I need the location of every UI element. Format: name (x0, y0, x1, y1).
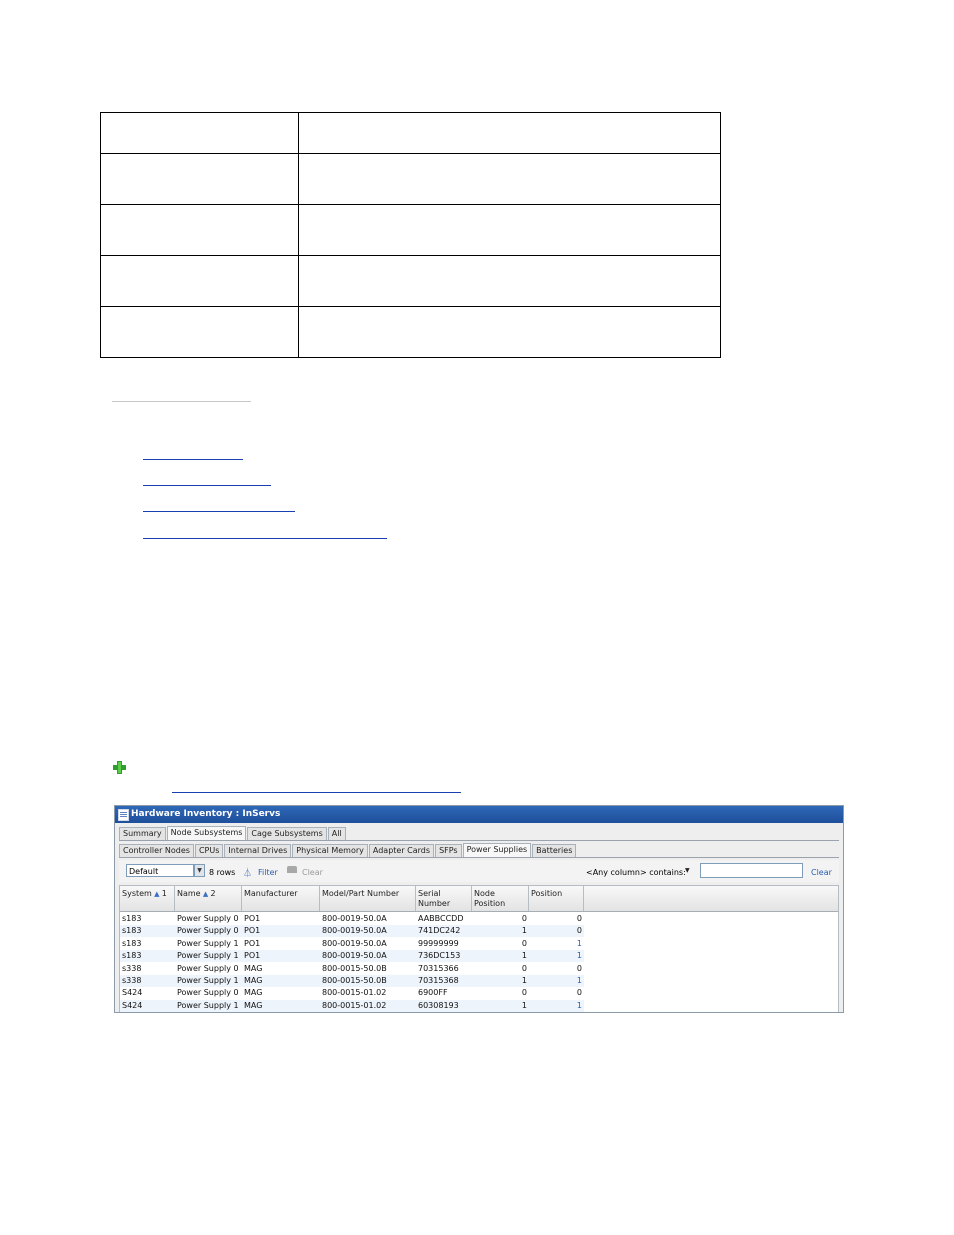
table-cell: 6900FF (418, 988, 448, 998)
column-header[interactable] (120, 886, 175, 911)
table-cell: 1 (576, 1000, 582, 1010)
filter-bar (119, 860, 839, 882)
table-cell (101, 154, 299, 205)
table-cell: PO1 (244, 914, 261, 923)
table-cell: 741DC242 (418, 926, 461, 936)
subtab-adapter-cards[interactable]: Adapter Cards (369, 844, 434, 857)
search-clear-button[interactable]: Clear (811, 868, 832, 877)
column-header[interactable] (529, 886, 584, 911)
table-cell: 0 (521, 938, 527, 948)
reference-table (100, 112, 721, 358)
search-input[interactable] (700, 863, 803, 878)
table-cell: 800-0019-50.0A (322, 926, 387, 936)
tab-all[interactable]: All (328, 827, 346, 840)
table-cell: 0 (576, 914, 582, 923)
table-cell: AABBCCDD (418, 914, 464, 923)
column-header-label: Node Position (474, 889, 506, 908)
table-cell: PO1 (244, 938, 261, 948)
table-cell: MAG (244, 988, 263, 998)
table-cell: Power Supply 1 (177, 1000, 239, 1010)
table-cell: 800-0015-50.0B (322, 976, 387, 985)
table-cell (299, 256, 721, 307)
table-cell: 60308193 (418, 1000, 459, 1010)
subtab-controller-nodes[interactable]: Controller Nodes (119, 844, 194, 857)
grid-header (120, 886, 838, 912)
table-cell (101, 205, 299, 256)
table-cell: 0 (576, 963, 582, 973)
table-cell: 0 (521, 963, 527, 973)
tab-node-subsystems[interactable]: Node Subsystems (167, 826, 247, 840)
column-header-label: System (122, 889, 152, 898)
table-cell: 800-0015-01.02 (322, 988, 387, 998)
sort-order: 2 (210, 889, 216, 898)
eraser-icon (287, 866, 297, 873)
table-row (101, 307, 721, 358)
tab-summary[interactable]: Summary (119, 827, 166, 840)
view-select[interactable]: Default (126, 864, 194, 877)
table-cell: 70315366 (418, 963, 459, 973)
table-cell: Power Supply 1 (177, 938, 239, 948)
table-cell (101, 256, 299, 307)
table-cell: 0 (521, 914, 527, 923)
table-cell (299, 307, 721, 358)
hardware-inventory-window (114, 805, 844, 1013)
table-cell (299, 113, 721, 154)
table-cell: PO1 (244, 951, 261, 961)
table-cell: 800-0019-50.0A (322, 938, 387, 948)
subtab-batteries[interactable]: Batteries (532, 844, 576, 857)
link-3[interactable] (143, 511, 295, 512)
clear-filter-button[interactable]: Clear (302, 868, 323, 877)
green-plus-icon (113, 761, 126, 774)
table-cell: Power Supply 1 (177, 976, 239, 985)
chevron-down-icon[interactable]: ▼ (685, 867, 690, 874)
table-cell: 1 (521, 976, 527, 985)
table-row (101, 154, 721, 205)
table-cell: 70315368 (418, 976, 459, 985)
column-header[interactable] (320, 886, 416, 911)
section-rule (112, 401, 251, 402)
sub-tabs (119, 843, 839, 858)
table-cell: Power Supply 0 (177, 926, 239, 936)
table-cell: 1 (521, 951, 527, 961)
column-header[interactable] (472, 886, 529, 911)
table-cell: s183 (122, 951, 142, 961)
subtab-power-supplies[interactable]: Power Supplies (463, 843, 532, 857)
title-bar (115, 806, 843, 823)
tab-cage-subsystems[interactable]: Cage Subsystems (247, 827, 326, 840)
table-row (101, 113, 721, 154)
table-cell: s338 (122, 963, 142, 973)
sort-order: 1 (161, 889, 167, 898)
subtab-cpus[interactable]: CPUs (195, 844, 223, 857)
column-header[interactable] (242, 886, 320, 911)
column-header-label: Serial Number (418, 889, 451, 908)
table-cell: s183 (122, 926, 142, 936)
sort-ascending-icon: ▲ (200, 890, 211, 898)
table-cell (101, 307, 299, 358)
filter-button[interactable]: Filter (258, 868, 278, 877)
table-row (101, 205, 721, 256)
table-cell: s183 (122, 914, 142, 923)
link-1[interactable] (143, 459, 243, 460)
top-tabs (119, 826, 839, 841)
table-cell: Power Supply 0 (177, 988, 239, 998)
table-cell: 1 (576, 938, 582, 948)
table-cell: 1 (576, 976, 582, 985)
table-cell: s338 (122, 976, 142, 985)
column-header[interactable] (175, 886, 242, 911)
subtab-sfps[interactable]: SFPs (435, 844, 462, 857)
table-cell: s183 (122, 938, 142, 948)
table-cell: 800-0019-50.0A (322, 951, 387, 961)
table-cell: 0 (576, 926, 582, 936)
row-count: 8 rows (209, 868, 236, 877)
table-cell: 99999999 (418, 938, 459, 948)
table-cell (299, 154, 721, 205)
table-cell: 1 (576, 951, 582, 961)
table-cell: S424 (122, 988, 143, 998)
table-cell: 800-0015-50.0B (322, 963, 387, 973)
table-cell: PO1 (244, 926, 261, 936)
table-cell: Power Supply 0 (177, 963, 239, 973)
column-filter-label[interactable]: <Any column> contains: (586, 868, 686, 877)
figure-link[interactable] (172, 792, 461, 793)
window-title: Hardware Inventory : InServs (131, 809, 281, 819)
column-header[interactable] (416, 886, 472, 911)
table-cell: Power Supply 0 (177, 914, 239, 923)
subtab-physical-memory[interactable]: Physical Memory (292, 844, 368, 857)
link-4[interactable] (143, 538, 387, 539)
column-header-label: Name (177, 889, 201, 898)
table-cell: MAG (244, 1000, 263, 1010)
table-cell: 736DC153 (418, 951, 461, 961)
table-cell: S424 (122, 1000, 143, 1010)
column-header-label: Manufacturer (244, 889, 298, 898)
table-cell: 1 (521, 926, 527, 936)
table-row (101, 256, 721, 307)
table-cell: 800-0015-01.02 (322, 1000, 387, 1010)
subtab-internal-drives[interactable]: Internal Drives (224, 844, 291, 857)
power-supplies-grid (119, 885, 839, 1013)
column-header-label: Model/Part Number (322, 889, 400, 898)
link-2[interactable] (143, 485, 271, 486)
table-cell: Power Supply 1 (177, 951, 239, 961)
table-cell: 0 (521, 988, 527, 998)
chevron-down-icon[interactable]: ▼ (194, 864, 205, 877)
table-cell (299, 205, 721, 256)
column-header-label: Position (531, 889, 563, 898)
table-cell (101, 113, 299, 154)
table-cell: 800-0019-50.0A (322, 914, 387, 923)
sort-ascending-icon: ▲ (151, 890, 162, 898)
table-cell: MAG (244, 976, 263, 985)
table-cell: MAG (244, 963, 263, 973)
table-cell: 0 (576, 988, 582, 998)
table-cell: 1 (521, 1000, 527, 1010)
filter-icon[interactable]: ⏃ (243, 869, 253, 879)
grid-icon (118, 809, 129, 821)
